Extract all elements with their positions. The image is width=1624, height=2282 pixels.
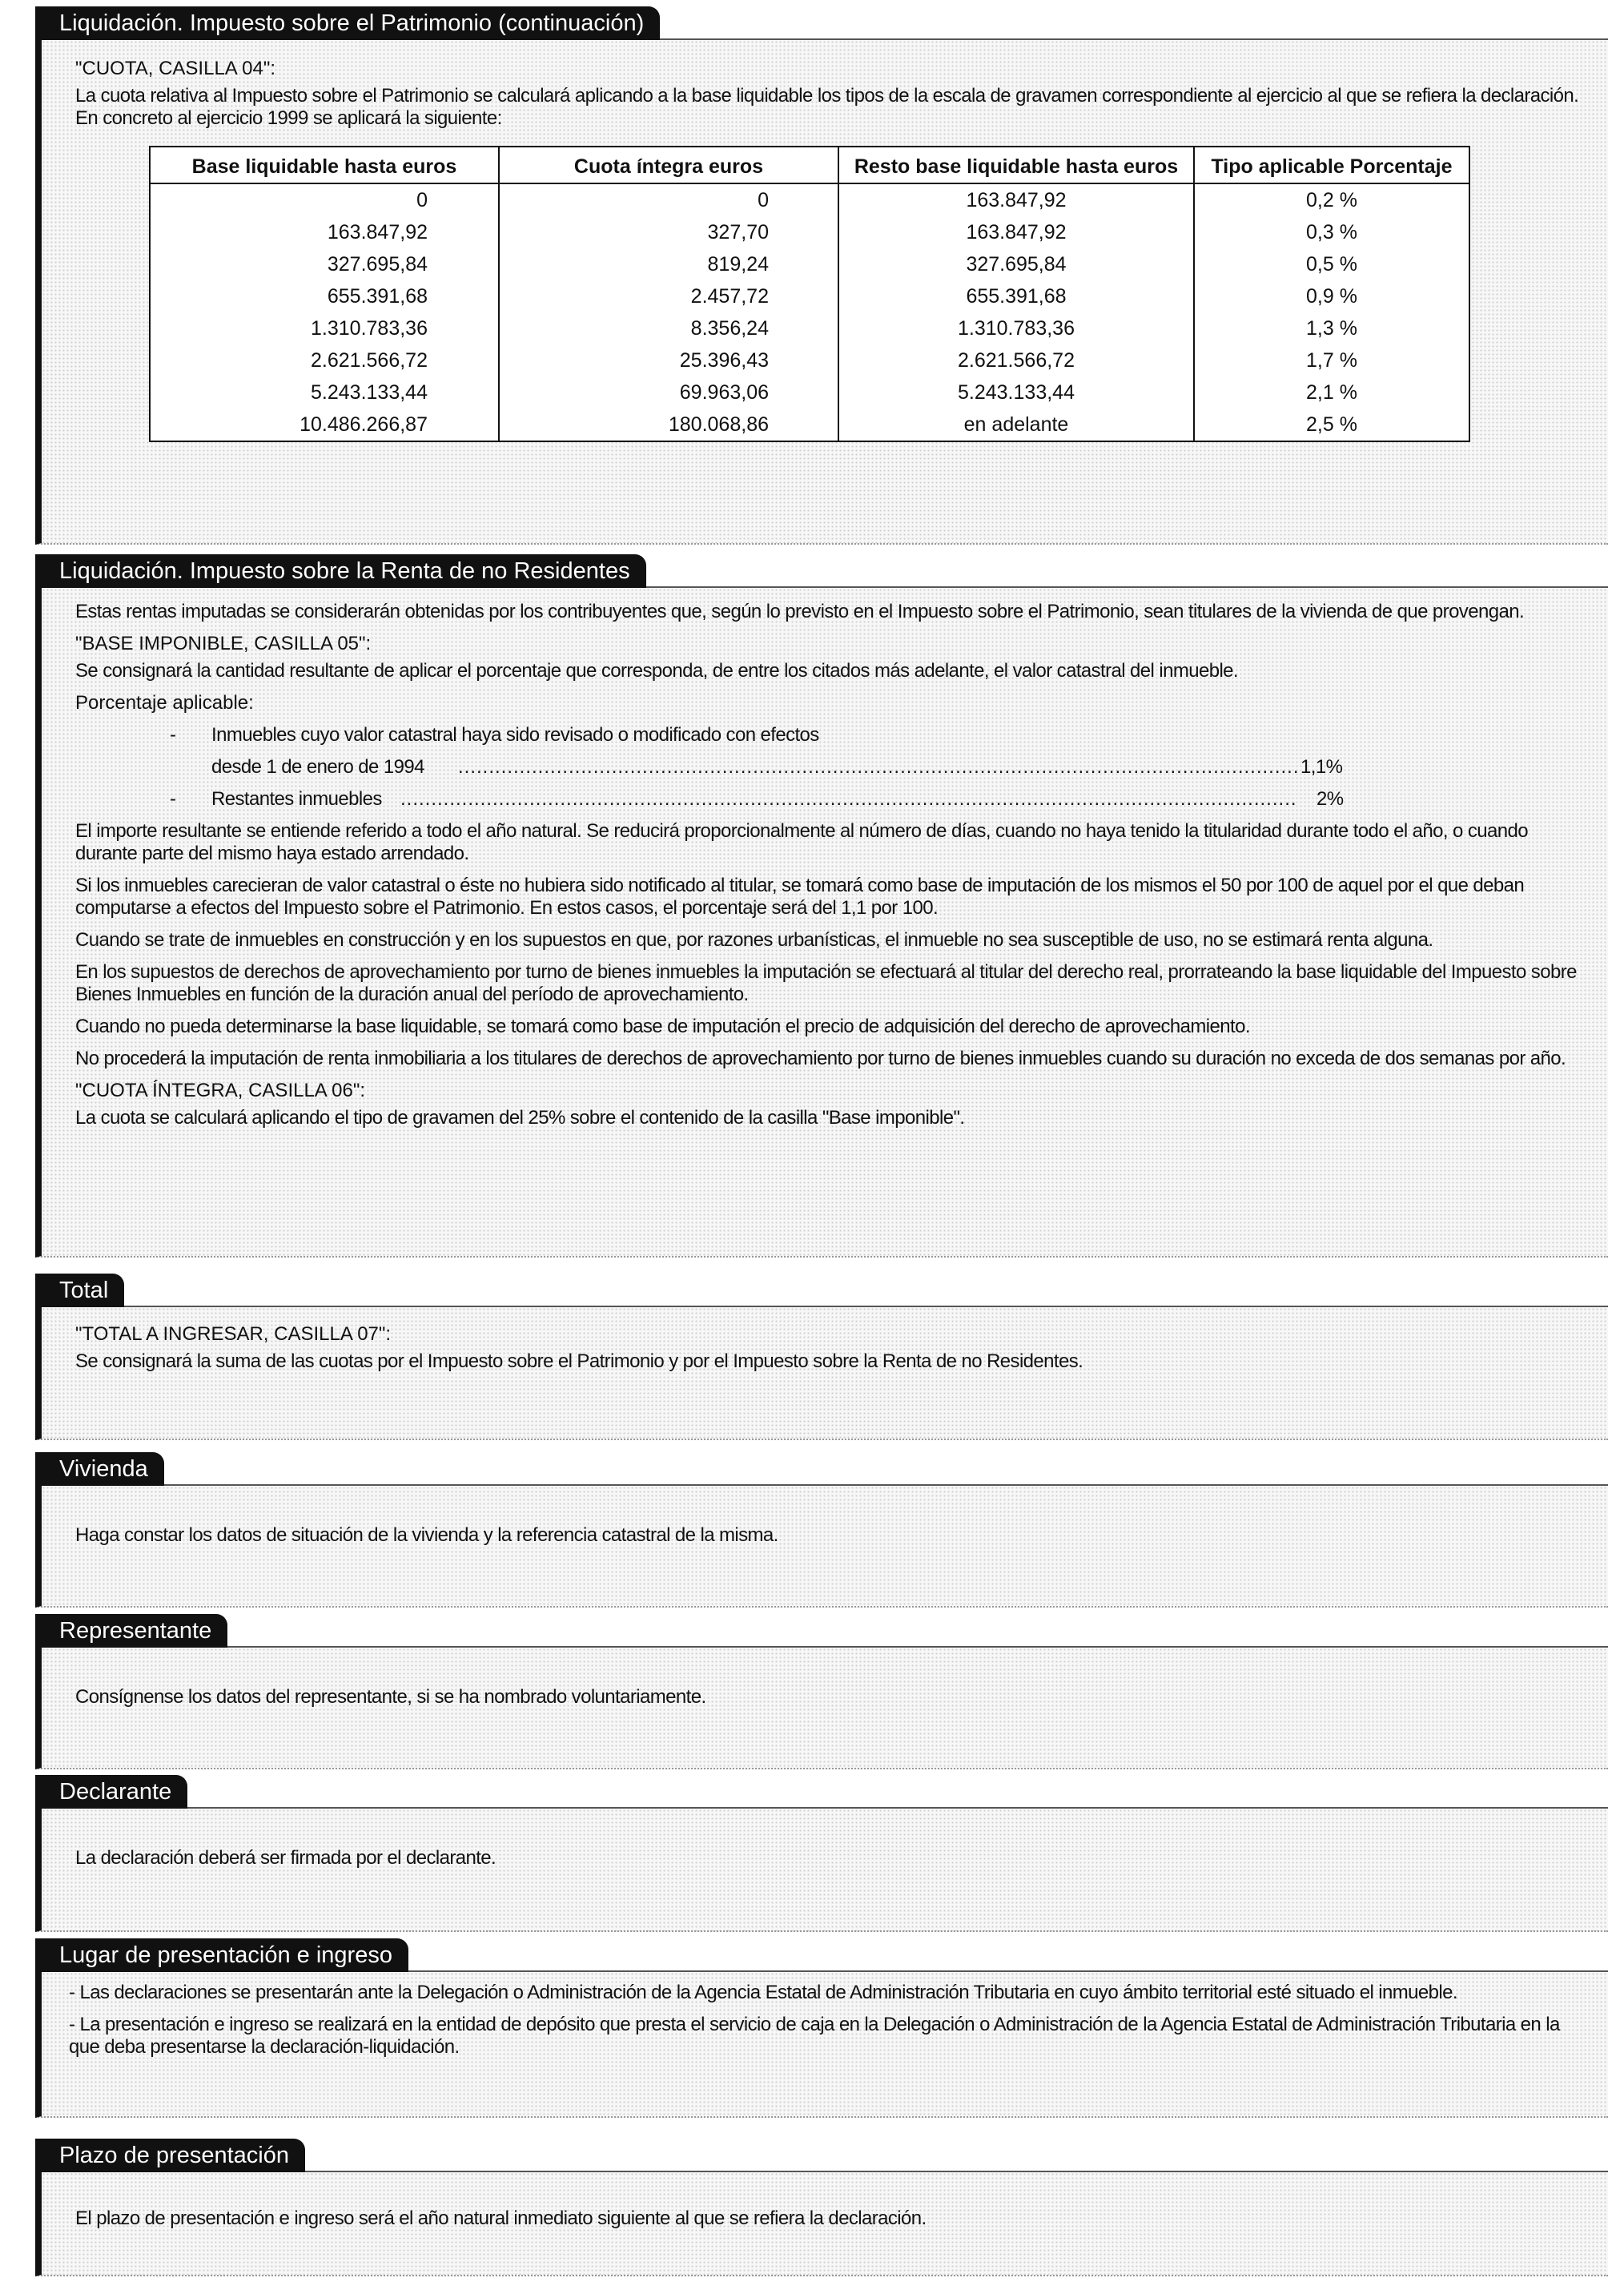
section-body bbox=[35, 1307, 1608, 1440]
table-cell: 163.847,92 bbox=[150, 216, 499, 248]
table-cell: 0,2 % bbox=[1306, 189, 1357, 211]
table-cell: 5.243.133,44 bbox=[150, 376, 499, 409]
table-cell: 180.068,86 bbox=[499, 409, 838, 441]
section-body bbox=[35, 1809, 1608, 1932]
rate-line-revisados-cont bbox=[211, 751, 1584, 783]
renta-paragraph: En los supuestos de derechos de aprovechamiento por turno de bienes inmuebles la imputación se efectuará al titular del derecho real, prorrateando la base liquidable del Impuesto sobre Bienes Inmuebles en función de la duración anual del período de aprovechamiento. bbox=[75, 961, 1577, 1005]
table-row bbox=[150, 312, 1469, 344]
section-body bbox=[35, 588, 1608, 1258]
lugar-text: - Las declaraciones se presentarán ante la Delegación o Administración de la Agencia Estatal de Administración Tributaria en cuyo ámbito territorial esté situado el inmueble. bbox=[69, 1982, 1457, 2003]
total-text: Se consignará la suma de las cuotas por el Impuesto sobre el Patrimonio y por el Impuesto sobre la Renta de no Residentes. bbox=[75, 1350, 1083, 1372]
representante-text: Consígnense los datos del representante, si se ha nombrado voluntariamente. bbox=[75, 1686, 706, 1708]
table-row bbox=[150, 248, 1469, 280]
table-header-row bbox=[150, 147, 1469, 183]
section-title: Total bbox=[35, 1274, 124, 1307]
heading-base-imponible: "BASE IMPONIBLE, CASILLA 05": bbox=[75, 633, 372, 654]
table-row bbox=[150, 216, 1469, 248]
table-cell: 327.695,84 bbox=[838, 248, 1194, 280]
section-total bbox=[35, 1274, 1608, 1440]
section-representante bbox=[35, 1614, 1608, 1769]
renta-paragraph: No procederá la imputación de renta inmobiliaria a los titulares de derechos de aprovechamiento por turno de bienes inmuebles cuando su duración no exceda de dos semanas por año. bbox=[75, 1048, 1566, 1069]
table-cell: 1,3 % bbox=[1306, 317, 1357, 340]
section-title: Vivienda bbox=[35, 1452, 164, 1486]
table-cell: 2.621.566,72 bbox=[150, 344, 499, 376]
section-lugar-presentacion bbox=[35, 1938, 1608, 2118]
table-row bbox=[150, 409, 1469, 441]
section-body bbox=[35, 1648, 1608, 1769]
lugar-text: - La presentación e ingreso se realizará en la entidad de depósito que presta el servicio de caja en la Delegación o Administración de la Agencia Estatal de Administración Tributaria en la que deba presentarse la declaración-liquidación. bbox=[69, 2014, 1560, 2058]
rate-label: Restantes inmuebles bbox=[211, 788, 382, 810]
table-cell: 1.310.783,36 bbox=[150, 312, 499, 344]
table-cell: 327.695,84 bbox=[150, 248, 499, 280]
rate-value: 2% bbox=[1316, 788, 1344, 810]
table-body bbox=[150, 183, 1469, 441]
section-renta-no-residentes bbox=[35, 554, 1608, 1258]
table-cell: 0,9 % bbox=[1306, 285, 1357, 308]
table-cell: 819,24 bbox=[499, 248, 838, 280]
table-cell: 327,70 bbox=[499, 216, 838, 248]
leader-dots bbox=[458, 751, 1297, 783]
table-cell: en adelante bbox=[838, 409, 1194, 441]
renta-paragraph: Se consignará la cantidad resultante de aplicar el porcentaje que corresponda, de entre los citados más adelante, el valor catastral del inmueble. bbox=[75, 660, 1238, 682]
tax-scale-table bbox=[149, 146, 1470, 442]
section-vivienda bbox=[35, 1452, 1608, 1608]
table-cell: 2,5 % bbox=[1306, 413, 1357, 436]
renta-paragraph: El importe resultante se entiende referido a todo el año natural. Se reducirá proporcionalmente al número de días, cuando no haya tenido la titularidad durante todo el año, o cuando durante parte del mismo haya estado arrendado. bbox=[75, 820, 1529, 864]
section-body bbox=[35, 2172, 1608, 2276]
rate-line-restantes bbox=[170, 783, 1584, 815]
renta-paragraph: Cuando no pueda determinarse la base liquidable, se tomará como base de imputación el precio de adquisición del derecho de aprovechamiento. bbox=[75, 1016, 1250, 1037]
section-patrimonio bbox=[35, 6, 1608, 545]
section-title: Representante bbox=[35, 1614, 227, 1648]
table-cell: 0 bbox=[499, 183, 838, 216]
col-header-base: Base liquidable hasta euros bbox=[150, 147, 499, 183]
section-plazo-presentacion bbox=[35, 2139, 1608, 2276]
table-cell: 163.847,92 bbox=[838, 183, 1194, 216]
patrimonio-intro: La cuota relativa al Impuesto sobre el Patrimonio se calculará aplicando a la base liquidable los tipos de la escala de gravamen correspondiente al ejercicio al que se refiera la declaración. En concreto al ejercicio 1999 se aplicará la siguiente: bbox=[75, 85, 1579, 129]
rate-label: Inmuebles cuyo valor catastral haya sido revisado o modificado con efectos bbox=[211, 724, 819, 746]
section-title: Plazo de presentación bbox=[35, 2139, 305, 2172]
table-cell: 5.243.133,44 bbox=[838, 376, 1194, 409]
col-header-resto: Resto base liquidable hasta euros bbox=[838, 147, 1194, 183]
porcentaje-label: Porcentaje aplicable: bbox=[75, 692, 254, 714]
rate-label: desde 1 de enero de 1994 bbox=[211, 756, 424, 778]
section-title: Liquidación. Impuesto sobre la Renta de no Residentes bbox=[35, 554, 646, 588]
col-header-tipo: Tipo aplicable Porcentaje bbox=[1194, 147, 1469, 183]
section-title: Declarante bbox=[35, 1775, 187, 1809]
table-cell: 1,7 % bbox=[1306, 349, 1357, 372]
table-cell: 8.356,24 bbox=[499, 312, 838, 344]
rate-value: 1,1% bbox=[1300, 756, 1343, 778]
table-cell: 1.310.783,36 bbox=[838, 312, 1194, 344]
rate-line-revisados bbox=[170, 719, 1584, 751]
heading-total-ingresar: "TOTAL A INGRESAR, CASILLA 07": bbox=[75, 1323, 392, 1345]
table-row bbox=[150, 344, 1469, 376]
table-cell: 10.486.266,87 bbox=[150, 409, 499, 441]
section-body bbox=[35, 1486, 1608, 1608]
renta-paragraph: Cuando se trate de inmuebles en construcción y en los supuestos en que, por razones urbanísticas, el inmueble no sea susceptible de uso, no se estimará renta alguna. bbox=[75, 929, 1433, 951]
table-cell: 2.457,72 bbox=[499, 280, 838, 312]
table-row bbox=[150, 183, 1469, 216]
table-cell: 655.391,68 bbox=[838, 280, 1194, 312]
table-row bbox=[150, 280, 1469, 312]
vivienda-text: Haga constar los datos de situación de la vivienda y la referencia catastral de la misma. bbox=[75, 1524, 778, 1546]
table-cell: 69.963,06 bbox=[499, 376, 838, 409]
table-row bbox=[150, 376, 1469, 409]
renta-paragraph: Estas rentas imputadas se considerarán obtenidas por los contribuyentes que, según lo previsto en el Impuesto sobre el Patrimonio, sean titulares de la vivienda de que provengan. bbox=[75, 601, 1525, 622]
table-cell: 0 bbox=[150, 183, 499, 216]
section-body bbox=[35, 1972, 1608, 2118]
table-cell: 0,3 % bbox=[1306, 221, 1357, 243]
bullet: - bbox=[170, 724, 176, 746]
table-cell: 2.621.566,72 bbox=[838, 344, 1194, 376]
heading-cuota-integra: "CUOTA ÍNTEGRA, CASILLA 06": bbox=[75, 1080, 366, 1101]
table-cell: 2,1 % bbox=[1306, 381, 1357, 404]
table-cell: 163.847,92 bbox=[838, 216, 1194, 248]
section-body bbox=[35, 40, 1608, 545]
leader-dots bbox=[400, 783, 1297, 815]
section-title: Liquidación. Impuesto sobre el Patrimonio (continuación) bbox=[35, 6, 660, 40]
plazo-text: El plazo de presentación e ingreso será el año natural inmediato siguiente al que se refiera la declaración. bbox=[75, 2208, 927, 2229]
declarante-text: La declaración deberá ser firmada por el declarante. bbox=[75, 1847, 496, 1869]
table-cell: 25.396,43 bbox=[499, 344, 838, 376]
table-cell: 655.391,68 bbox=[150, 280, 499, 312]
renta-paragraph: La cuota se calculará aplicando el tipo de gravamen del 25% sobre el contenido de la casilla "Base imponible". bbox=[75, 1107, 965, 1129]
section-title: Lugar de presentación e ingreso bbox=[35, 1938, 408, 1972]
heading-cuota-casilla-04: "CUOTA, CASILLA 04": bbox=[75, 58, 276, 79]
table-cell: 0,5 % bbox=[1306, 253, 1357, 276]
col-header-cuota: Cuota íntegra euros bbox=[499, 147, 838, 183]
section-declarante bbox=[35, 1775, 1608, 1932]
renta-paragraph: Si los inmuebles carecieran de valor catastral o éste no hubiera sido notificado al titular, se tomará como base de imputación de los mismos el 50 por 100 de aquel por el que deban computarse a efectos del Impuesto sobre el Patrimonio. En estos casos, el porcentaje será del 1,1 por 100. bbox=[75, 875, 1525, 919]
bullet: - bbox=[170, 788, 176, 810]
